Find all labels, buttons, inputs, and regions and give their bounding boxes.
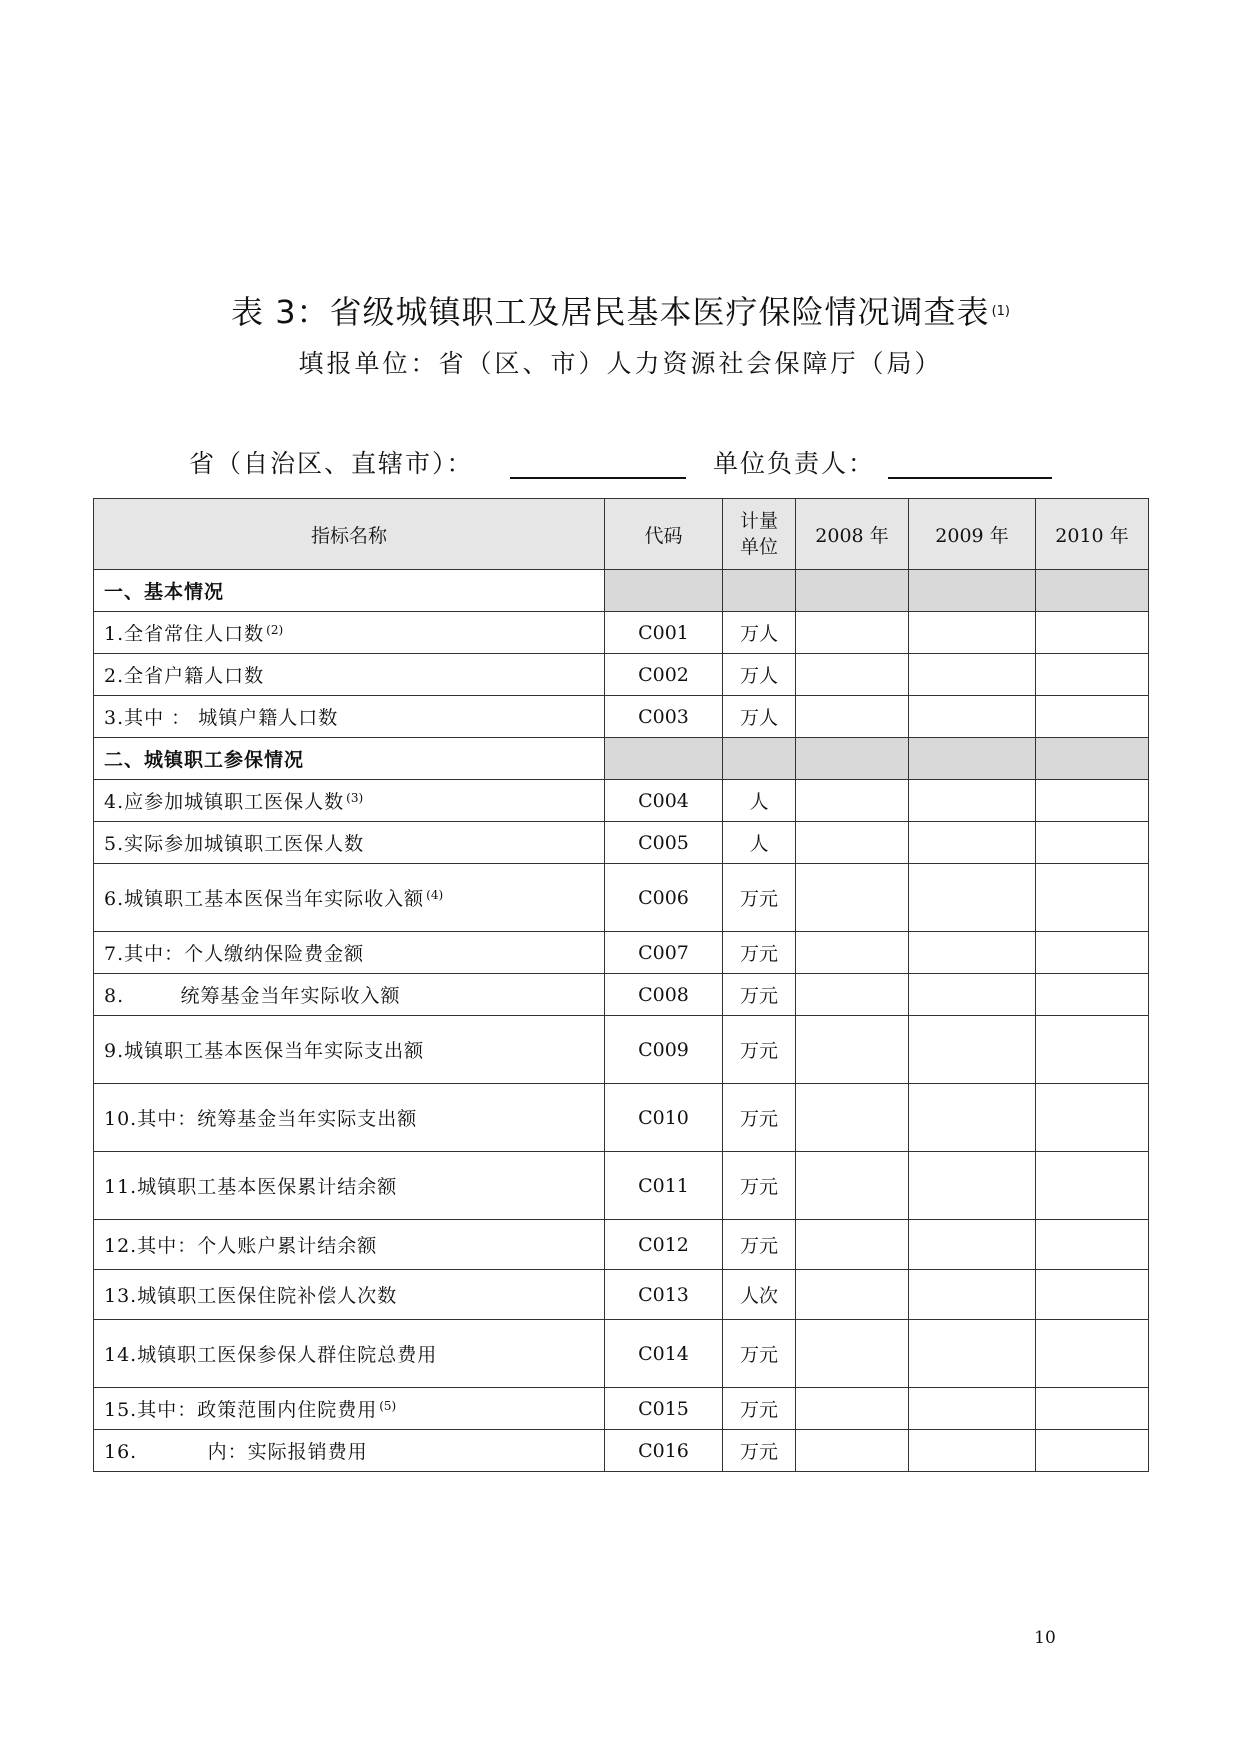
indicator-name <box>94 1220 605 1270</box>
value-cell-2009[interactable] <box>909 1016 1036 1084</box>
indicator-name <box>94 864 605 932</box>
measure-unit: 万元 <box>723 1320 796 1388</box>
indicator-name-text: 4.应参加城镇职工医保人数 <box>104 791 345 813</box>
indicator-name-text: 6.城镇职工基本医保当年实际收入额 <box>104 888 425 910</box>
indicator-name-text: 15.其中：政策范围内住院费用 <box>104 1399 378 1421</box>
footnote-ref: (4) <box>426 888 444 902</box>
table-row <box>94 1016 1149 1084</box>
indicator-name <box>94 1430 605 1472</box>
indicator-name-text: 8. 统筹基金当年实际收入额 <box>104 985 401 1007</box>
indicator-name-text: 13.城镇职工医保住院补偿人次数 <box>104 1285 398 1307</box>
indicator-name-text: 1.全省常住人口数 <box>104 623 265 645</box>
measure-unit: 万元 <box>723 974 796 1016</box>
header-year-2008: 2008 年 <box>796 499 909 570</box>
value-cell-2008[interactable] <box>796 1320 909 1388</box>
value-cell-2010[interactable] <box>1036 932 1149 974</box>
indicator-name <box>94 612 605 654</box>
value-cell-2008[interactable] <box>796 1270 909 1320</box>
value-cell-2010[interactable] <box>1036 822 1149 864</box>
value-cell-2008[interactable] <box>796 932 909 974</box>
indicator-code: C010 <box>605 1084 723 1152</box>
value-cell-2009[interactable] <box>909 696 1036 738</box>
indicator-name-text: 11.城镇职工基本医保累计结余额 <box>104 1176 398 1198</box>
value-cell-2008[interactable] <box>796 822 909 864</box>
indicator-name <box>94 1152 605 1220</box>
indicator-name <box>94 780 605 822</box>
section-title: 二、城镇职工参保情况 <box>94 738 605 780</box>
value-cell-2009[interactable] <box>909 1152 1036 1220</box>
section-shaded-cell <box>1036 738 1149 780</box>
indicator-code: C014 <box>605 1320 723 1388</box>
value-cell-2010[interactable] <box>1036 654 1149 696</box>
measure-unit: 万元 <box>723 1430 796 1472</box>
value-cell-2009[interactable] <box>909 932 1036 974</box>
footnote-ref: (5) <box>379 1399 397 1413</box>
value-cell-2010[interactable] <box>1036 1270 1149 1320</box>
measure-unit: 人 <box>723 822 796 864</box>
table-row <box>94 1430 1149 1472</box>
value-cell-2010[interactable] <box>1036 1388 1149 1430</box>
unit-head-field-label: 单位负责人： <box>713 449 876 478</box>
value-cell-2008[interactable] <box>796 612 909 654</box>
title-footnote-ref: (1) <box>991 304 1010 319</box>
section-shaded-cell <box>796 570 909 612</box>
indicator-name-text: 14.城镇职工医保参保人群住院总费用 <box>104 1344 438 1366</box>
header-unit <box>723 499 796 570</box>
indicator-code: C003 <box>605 696 723 738</box>
table-row <box>94 1220 1149 1270</box>
indicator-name-text: 7.其中：个人缴纳保险费金额 <box>104 943 365 965</box>
header-row <box>94 499 1149 570</box>
indicator-code: C004 <box>605 780 723 822</box>
value-cell-2009[interactable] <box>909 1430 1036 1472</box>
value-cell-2009[interactable] <box>909 864 1036 932</box>
value-cell-2008[interactable] <box>796 1152 909 1220</box>
table-body <box>94 570 1149 1472</box>
footnote-ref: (3) <box>346 791 364 805</box>
indicator-name-text: 3.其中 ： 城镇户籍人口数 <box>104 707 339 729</box>
indicator-code: C011 <box>605 1152 723 1220</box>
value-cell-2008[interactable] <box>796 864 909 932</box>
value-cell-2009[interactable] <box>909 1320 1036 1388</box>
indicator-name <box>94 696 605 738</box>
table-row <box>94 1320 1149 1388</box>
indicator-name-text: 9.城镇职工基本医保当年实际支出额 <box>104 1040 425 1062</box>
indicator-name <box>94 932 605 974</box>
province-field-label: 省（自治区、直辖市）： <box>189 449 474 478</box>
table-row <box>94 1270 1149 1320</box>
indicator-code: C013 <box>605 1270 723 1320</box>
indicator-name <box>94 1388 605 1430</box>
measure-unit: 万元 <box>723 1016 796 1084</box>
indicator-name <box>94 1084 605 1152</box>
indicator-name-text: 12.其中：个人账户累计结余额 <box>104 1235 378 1257</box>
indicator-name <box>94 1016 605 1084</box>
page-number: 10 <box>1034 1628 1056 1648</box>
indicator-code: C006 <box>605 864 723 932</box>
indicator-code: C001 <box>605 612 723 654</box>
table-row <box>94 1152 1149 1220</box>
measure-unit: 万人 <box>723 654 796 696</box>
header-code: 代码 <box>605 499 723 570</box>
section-shaded-cell <box>605 738 723 780</box>
measure-unit: 万元 <box>723 864 796 932</box>
value-cell-2008[interactable] <box>796 654 909 696</box>
value-cell-2010[interactable] <box>1036 1084 1149 1152</box>
measure-unit: 万元 <box>723 932 796 974</box>
section-row <box>94 570 1149 612</box>
value-cell-2009[interactable] <box>909 612 1036 654</box>
value-cell-2010[interactable] <box>1036 1430 1149 1472</box>
measure-unit: 万元 <box>723 1220 796 1270</box>
indicator-code: C005 <box>605 822 723 864</box>
table-row <box>94 612 1149 654</box>
table-title <box>0 290 1241 334</box>
indicator-name-text: 10.其中：统筹基金当年实际支出额 <box>104 1108 418 1130</box>
value-cell-2010[interactable] <box>1036 696 1149 738</box>
section-shaded-cell <box>723 570 796 612</box>
value-cell-2010[interactable] <box>1036 974 1149 1016</box>
table-row <box>94 654 1149 696</box>
indicator-name <box>94 974 605 1016</box>
table-row <box>94 1388 1149 1430</box>
value-cell-2008[interactable] <box>796 1016 909 1084</box>
indicator-code: C012 <box>605 1220 723 1270</box>
value-cell-2010[interactable] <box>1036 1320 1149 1388</box>
unit-head-field-blank[interactable] <box>888 477 1052 479</box>
section-title: 一、基本情况 <box>94 570 605 612</box>
indicator-code: C009 <box>605 1016 723 1084</box>
measure-unit: 人次 <box>723 1270 796 1320</box>
value-cell-2010[interactable] <box>1036 780 1149 822</box>
measure-unit: 万元 <box>723 1388 796 1430</box>
measure-unit: 万人 <box>723 612 796 654</box>
table-row <box>94 822 1149 864</box>
province-field-blank[interactable] <box>510 477 686 479</box>
indicator-name-text: 16. 内：实际报销费用 <box>104 1441 368 1463</box>
value-cell-2009[interactable] <box>909 822 1036 864</box>
value-cell-2009[interactable] <box>909 780 1036 822</box>
section-shaded-cell <box>909 738 1036 780</box>
section-shaded-cell <box>909 570 1036 612</box>
table-row <box>94 864 1149 932</box>
value-cell-2008[interactable] <box>796 696 909 738</box>
header-year-2009: 2009 年 <box>909 499 1036 570</box>
section-shaded-cell <box>796 738 909 780</box>
measure-unit: 万元 <box>723 1152 796 1220</box>
indicator-code: C007 <box>605 932 723 974</box>
indicator-code: C008 <box>605 974 723 1016</box>
indicator-name <box>94 822 605 864</box>
measure-unit: 万元 <box>723 1084 796 1152</box>
survey-table <box>93 498 1149 1472</box>
indicator-code: C016 <box>605 1430 723 1472</box>
reporting-unit-line: 填报单位：省（区、市）人力资源社会保障厅（局） <box>298 349 943 378</box>
value-cell-2008[interactable] <box>796 1388 909 1430</box>
table-row <box>94 780 1149 822</box>
table-row <box>94 1084 1149 1152</box>
value-cell-2009[interactable] <box>909 654 1036 696</box>
value-cell-2009[interactable] <box>909 1388 1036 1430</box>
value-cell-2009[interactable] <box>909 1220 1036 1270</box>
indicator-name <box>94 1270 605 1320</box>
value-cell-2009[interactable] <box>909 974 1036 1016</box>
table-row <box>94 696 1149 738</box>
header-unit-text: 计量 单位 <box>739 510 778 558</box>
indicator-name-text: 5.实际参加城镇职工医保人数 <box>104 833 365 855</box>
value-cell-2008[interactable] <box>796 780 909 822</box>
measure-unit: 万人 <box>723 696 796 738</box>
footnote-ref: (2) <box>266 623 284 637</box>
section-row <box>94 738 1149 780</box>
value-cell-2008[interactable] <box>796 974 909 1016</box>
value-cell-2008[interactable] <box>796 1084 909 1152</box>
value-cell-2010[interactable] <box>1036 1220 1149 1270</box>
value-cell-2009[interactable] <box>909 1084 1036 1152</box>
header-year-2010: 2010 年 <box>1036 499 1149 570</box>
indicator-name <box>94 654 605 696</box>
value-cell-2008[interactable] <box>796 1430 909 1472</box>
header-indicator-name: 指标名称 <box>94 499 605 570</box>
indicator-code: C015 <box>605 1388 723 1430</box>
section-shaded-cell <box>1036 570 1149 612</box>
value-cell-2010[interactable] <box>1036 864 1149 932</box>
table-title-text: 表 3：省级城镇职工及居民基本医疗保险情况调查表 <box>231 293 990 331</box>
indicator-name <box>94 1320 605 1388</box>
value-cell-2009[interactable] <box>909 1270 1036 1320</box>
indicator-code: C002 <box>605 654 723 696</box>
section-shaded-cell <box>723 738 796 780</box>
value-cell-2010[interactable] <box>1036 1152 1149 1220</box>
section-shaded-cell <box>605 570 723 612</box>
table-row <box>94 932 1149 974</box>
value-cell-2010[interactable] <box>1036 612 1149 654</box>
table-row <box>94 974 1149 1016</box>
value-cell-2008[interactable] <box>796 1220 909 1270</box>
measure-unit: 人 <box>723 780 796 822</box>
value-cell-2010[interactable] <box>1036 1016 1149 1084</box>
indicator-name-text: 2.全省户籍人口数 <box>104 665 265 687</box>
